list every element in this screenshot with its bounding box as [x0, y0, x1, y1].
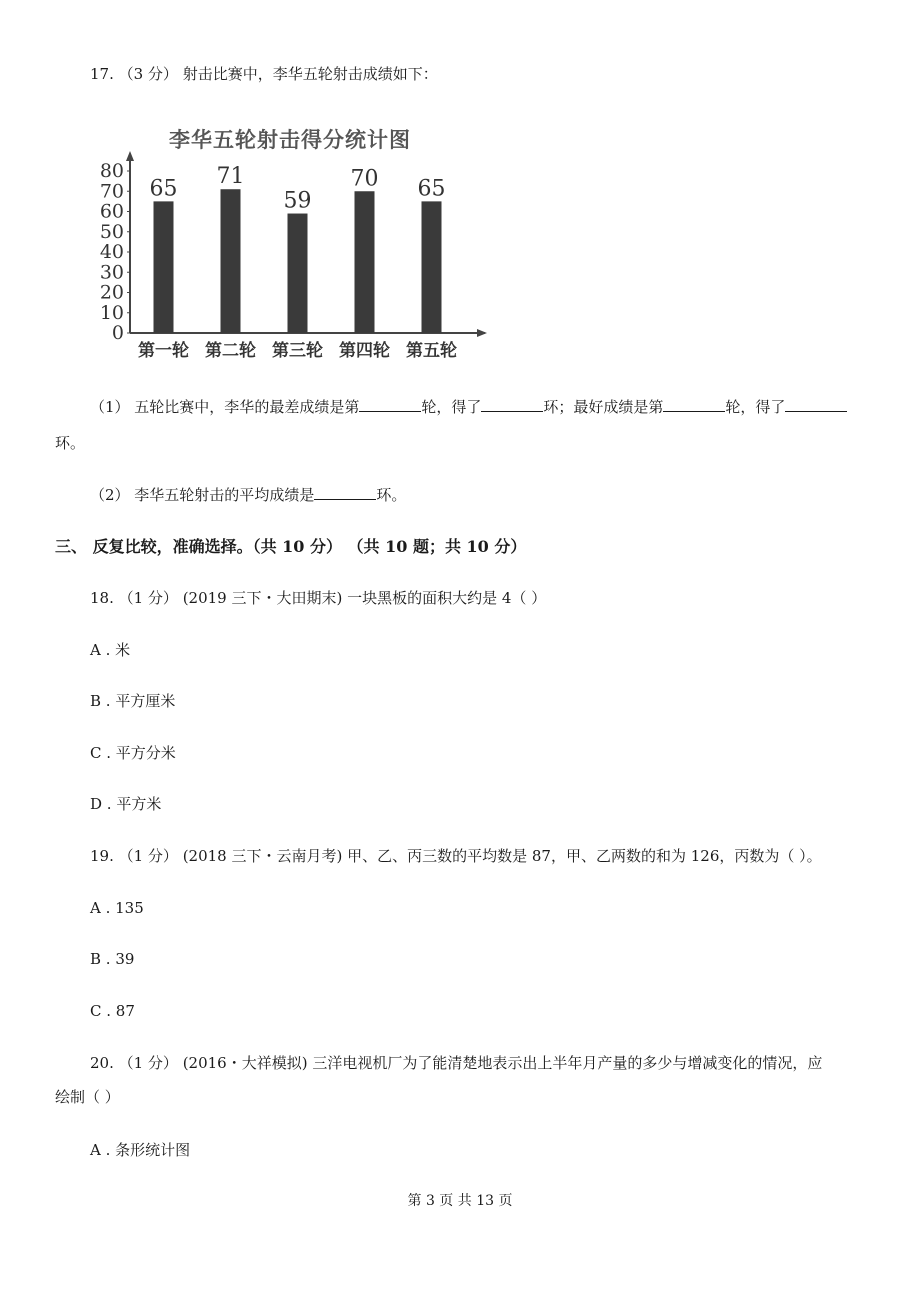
q18-option-b[interactable]: B . 平方厘米 — [90, 692, 176, 710]
q18-option-d[interactable]: D . 平方米 — [90, 795, 162, 813]
q17-sub1-text-a: （1） 五轮比赛中，李华的最差成绩是第 — [90, 398, 360, 416]
answer-blank-4[interactable] — [785, 397, 847, 412]
q18-option-a[interactable]: A . 米 — [90, 641, 131, 659]
y-tick-label: 50 — [100, 220, 124, 243]
bar-value-label: 65 — [417, 176, 446, 202]
q17-sub1-line1 — [90, 397, 847, 417]
x-category-label: 第三轮 — [272, 341, 323, 361]
bar-value-label: 71 — [216, 164, 245, 190]
q17-sub1-text-c: 环；最好成绩是第 — [543, 398, 664, 416]
y-tick-label: 0 — [111, 322, 124, 344]
q18-stem: 18. （1 分） (2019 三下・大田期末) 一块黑板的面积大约是 4（ ） — [90, 589, 547, 607]
answer-blank-1[interactable] — [359, 397, 421, 412]
q19-stem: 19. （1 分） (2018 三下・云南月考) 甲、乙、丙三数的平均数是 87，甲、乙两数的和为 126，丙数为（ ）。 — [90, 847, 822, 865]
y-tick-label: 80 — [100, 160, 124, 182]
y-tick-label: 40 — [100, 241, 124, 263]
bar — [355, 191, 375, 333]
x-axis-arrow — [477, 329, 487, 337]
y-tick-label: 70 — [100, 180, 124, 203]
bar — [422, 201, 442, 333]
q19-option-b[interactable]: B . 39 — [90, 950, 135, 968]
answer-blank-3[interactable] — [663, 397, 725, 412]
y-tick-label: 10 — [100, 301, 124, 324]
y-tick-label: 30 — [100, 261, 124, 284]
bar — [221, 189, 241, 333]
q19-option-c[interactable]: C . 87 — [90, 1002, 135, 1020]
q17-sub1-text-b: 轮，得了 — [421, 398, 482, 416]
q19-option-a[interactable]: A . 135 — [90, 899, 144, 917]
q17-sub1-text-d: 轮，得了 — [725, 398, 786, 416]
y-tick-label: 60 — [100, 200, 124, 223]
y-tick-label: 20 — [100, 281, 124, 304]
q17-sub2-line — [90, 485, 406, 505]
bar-value-label: 59 — [283, 188, 312, 214]
page-footer: 第 3 页 共 13 页 — [407, 1193, 513, 1209]
q20-option-a[interactable]: A . 条形统计图 — [90, 1141, 191, 1159]
answer-blank-5[interactable] — [314, 485, 376, 500]
x-category-label: 第五轮 — [406, 341, 457, 361]
bar — [154, 201, 174, 333]
bar-value-label: 70 — [350, 166, 379, 192]
bar — [288, 214, 308, 333]
q17-sub2-text-b: 环。 — [376, 486, 407, 504]
q17-stem: 17. （3 分） 射击比赛中，李华五轮射击成绩如下： — [90, 65, 438, 83]
x-category-label: 第四轮 — [339, 341, 390, 361]
x-category-label: 第一轮 — [138, 341, 189, 361]
bar-value-label: 65 — [149, 176, 178, 202]
q20-stem-line2: 绘制（ ） — [55, 1088, 120, 1106]
q17-sub2-text-a: （2） 李华五轮射击的平均成绩是 — [90, 486, 315, 504]
answer-blank-2[interactable] — [481, 397, 543, 412]
q17-sub1-text-e: 环。 — [55, 434, 86, 452]
y-axis-arrow — [126, 151, 134, 161]
q18-option-c[interactable]: C . 平方分米 — [90, 744, 176, 762]
section-3-heading: 三、 反复比较，准确选择。（共 10 分） （共 10 题；共 10 分） — [55, 537, 527, 556]
chart-title: 李华五轮射击得分统计图 — [169, 128, 411, 152]
q20-stem-line1: 20. （1 分） (2016・大祥模拟) 三洋电视机厂为了能清楚地表示出上半年月产量的多少与增减变化的情况，应 — [90, 1054, 823, 1072]
shooting-bar-chart — [100, 105, 500, 370]
x-category-label: 第二轮 — [205, 341, 256, 361]
